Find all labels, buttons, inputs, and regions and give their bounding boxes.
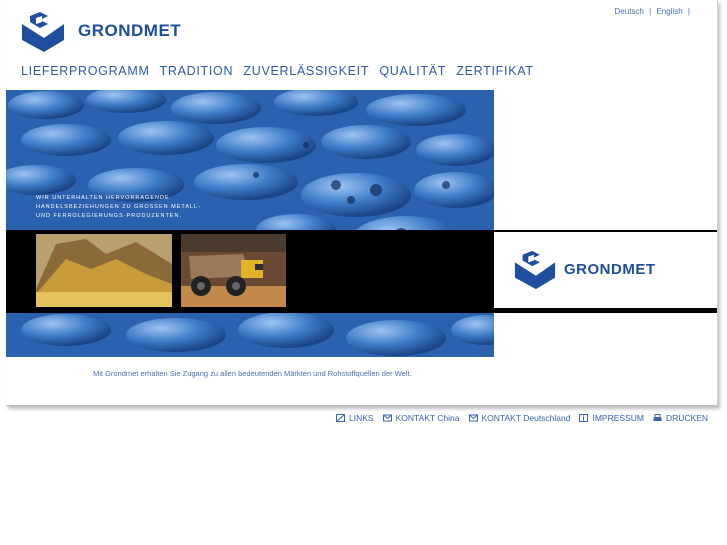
hero-caption-line: UND FERROLEGIERUNGS-PRODUZENTEN. <box>36 213 182 219</box>
logo-mark[interactable] <box>20 12 66 57</box>
logo-icon <box>513 250 557 290</box>
footer-kontakt-china-link[interactable] <box>383 413 460 423</box>
band-brand-name: GRONDMET <box>564 261 656 278</box>
nav-item-zuverlaessigkeit[interactable]: ZUVERLÄSSIGKEIT <box>243 64 370 78</box>
footer-label: KONTAKT China <box>395 413 460 423</box>
footer-label: LINKS <box>348 413 374 423</box>
logo-icon <box>20 12 66 52</box>
footer-kontakt-deutschland-link[interactable] <box>469 413 571 423</box>
hero-caption-line: HANDELSBEZIEHUNGEN ZU GROSSEN METALL- <box>36 204 201 210</box>
mining-truck-photo <box>181 234 286 307</box>
hero-texture <box>6 90 494 357</box>
nav-item-lieferprogramm[interactable]: LIEFERPROGRAMM <box>21 64 150 78</box>
separator: | <box>687 7 690 16</box>
hero-caption-line: WIR UNTERHALTEN HERVORRAGENDE <box>36 195 170 201</box>
band-logo-mark <box>513 250 557 295</box>
printer-icon <box>653 414 662 422</box>
separator: | <box>649 7 652 16</box>
footer-label: KONTAKT Deutschland <box>481 413 571 423</box>
footer-label: IMPRESSUM <box>592 413 644 423</box>
main-nav <box>21 64 540 78</box>
language-switcher <box>615 7 693 16</box>
footer-drucken-link[interactable] <box>653 413 708 423</box>
footer-impressum-link[interactable] <box>579 413 643 423</box>
brand-name: GRONDMET <box>78 21 182 40</box>
hero-image <box>6 90 494 357</box>
lang-deutsch-link[interactable]: Deutsch <box>614 7 644 16</box>
ore-pile-photo <box>36 234 172 307</box>
footer-label: DRUCKEN <box>665 413 708 423</box>
lang-english-link[interactable]: English <box>656 7 683 16</box>
page-frame <box>6 0 718 406</box>
mail-icon <box>469 414 478 422</box>
nav-item-zertifikat[interactable]: ZERTIFIKAT <box>456 64 534 78</box>
nav-item-qualitaet[interactable]: QUALITÄT <box>379 64 447 78</box>
nav-item-tradition[interactable]: TRADITION <box>159 64 234 78</box>
tagline: Mit Grondmet erhalten Sie Zugang zu allen bedeutenden Märkten und Rohstoffquellen der Welt. <box>93 369 412 378</box>
links-icon <box>336 414 345 422</box>
info-icon <box>579 414 588 422</box>
footer-links <box>336 413 708 423</box>
footer-links-link[interactable] <box>336 413 374 423</box>
hero-caption <box>36 194 206 221</box>
mail-icon <box>383 414 392 422</box>
